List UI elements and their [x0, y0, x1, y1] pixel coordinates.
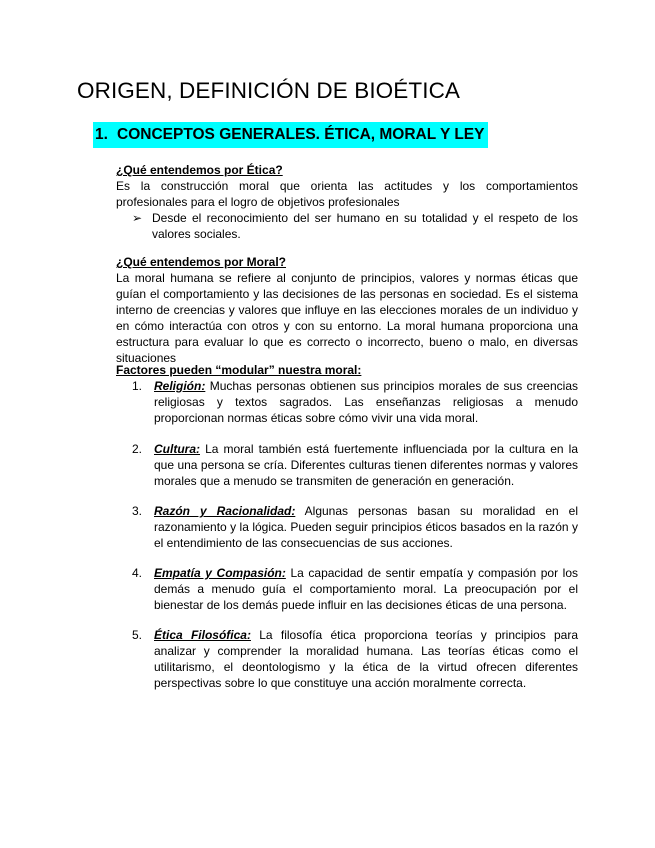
list-item-text — [154, 441, 578, 489]
factores-heading-text: Factores pueden “modular” nuestra moral: — [116, 363, 362, 377]
etica-bullet — [132, 210, 578, 242]
list-item-number: 3. — [132, 504, 143, 518]
section-heading-text: CONCEPTOS GENERALES. ÉTICA, MORAL Y LEY — [117, 126, 485, 143]
list-item-body: La filosofía ética proporciona teorías y principios para analizar y comprender la moralidad humana. Las teorías éticas como el utilitarismo, el deontologismo y la ética de la virtud ofrecen diferentes perspectivas sobre lo que constituye una acción moralmente correcta. — [154, 628, 578, 690]
list-item-body: La moral también está fuertemente influenciada por la cultura en la que una persona se cría. Diferentes culturas tienen diferentes normas y valores morales que a menudo se transmiten de generación en generación. — [154, 442, 578, 488]
list-item — [132, 441, 578, 489]
list-item-text — [154, 503, 578, 551]
list-item-key: Empatía y Compasión: — [154, 566, 286, 580]
list-item — [132, 378, 578, 426]
list-item-number: 4. — [132, 566, 143, 580]
section-heading — [93, 122, 488, 148]
etica-definition: Es la construcción moral que orienta las actitudes y los comportamientos profesionales para el logro de objetivos profesionales — [116, 179, 578, 209]
list-item-number: 1. — [132, 379, 143, 393]
list-item-text — [154, 565, 578, 613]
moral-question: ¿Qué entendemos por Moral? — [116, 255, 287, 269]
list-item-text — [154, 627, 578, 691]
etica-question: ¿Qué entendemos por Ética? — [116, 163, 283, 177]
list-item-body: Muchas personas obtienen sus principios morales de sus creencias religiosas y textos sagrados. Las enseñanzas religiosas a menudo proporcionan normas éticas sobre cómo vivir una vida moral. — [154, 379, 578, 425]
list-item-text — [154, 378, 578, 426]
list-item — [132, 503, 578, 551]
list-item-number: 5. — [132, 628, 143, 642]
list-item-key: Religión: — [154, 379, 206, 393]
list-item-key: Cultura: — [154, 442, 200, 456]
list-item — [132, 565, 578, 613]
list-item-number: 2. — [132, 442, 143, 456]
etica-block — [116, 162, 578, 242]
list-item-key: Razón y Racionalidad: — [154, 504, 296, 518]
arrow-bullet-icon: ➢ — [132, 211, 143, 225]
list-item — [132, 627, 578, 691]
list-item-body: La capacidad de sentir empatía y compasión por los demás a menudo guía el comportamiento moral. La preocupación por el bienestar de los demás puede influir en las decisiones éticas de una persona. — [154, 566, 579, 612]
list-item-key: Ética Filosófica: — [154, 628, 251, 642]
etica-bullet-text: Desde el reconocimiento del ser humano en su totalidad y el respeto de los valores sociales. — [152, 211, 578, 241]
section-number: 1. — [95, 126, 108, 143]
list-item-body: Algunas personas basan su moralidad en el razonamiento y la lógica. Pueden seguir principios éticos basados en la razón y el entendimiento de las consecuencias de sus acciones. — [154, 504, 579, 550]
page-title: ORIGEN, DEFINICIÓN DE BIOÉTICA — [77, 78, 461, 103]
factores-heading — [116, 362, 578, 378]
moral-definition: La moral humana se refiere al conjunto de principios, valores y normas éticas que guían el comportamiento y las decisiones de las personas en sociedad. Es el sistema interno de creencias y valores que influye en las elecciones morales de un individuo y en cómo interactúa con otros y con su entorno. La moral humana proporciona una estructura para evaluar lo que es correcto o incorrecto, bueno o malo, en diversas situaciones — [116, 271, 578, 365]
moral-block — [116, 254, 578, 366]
